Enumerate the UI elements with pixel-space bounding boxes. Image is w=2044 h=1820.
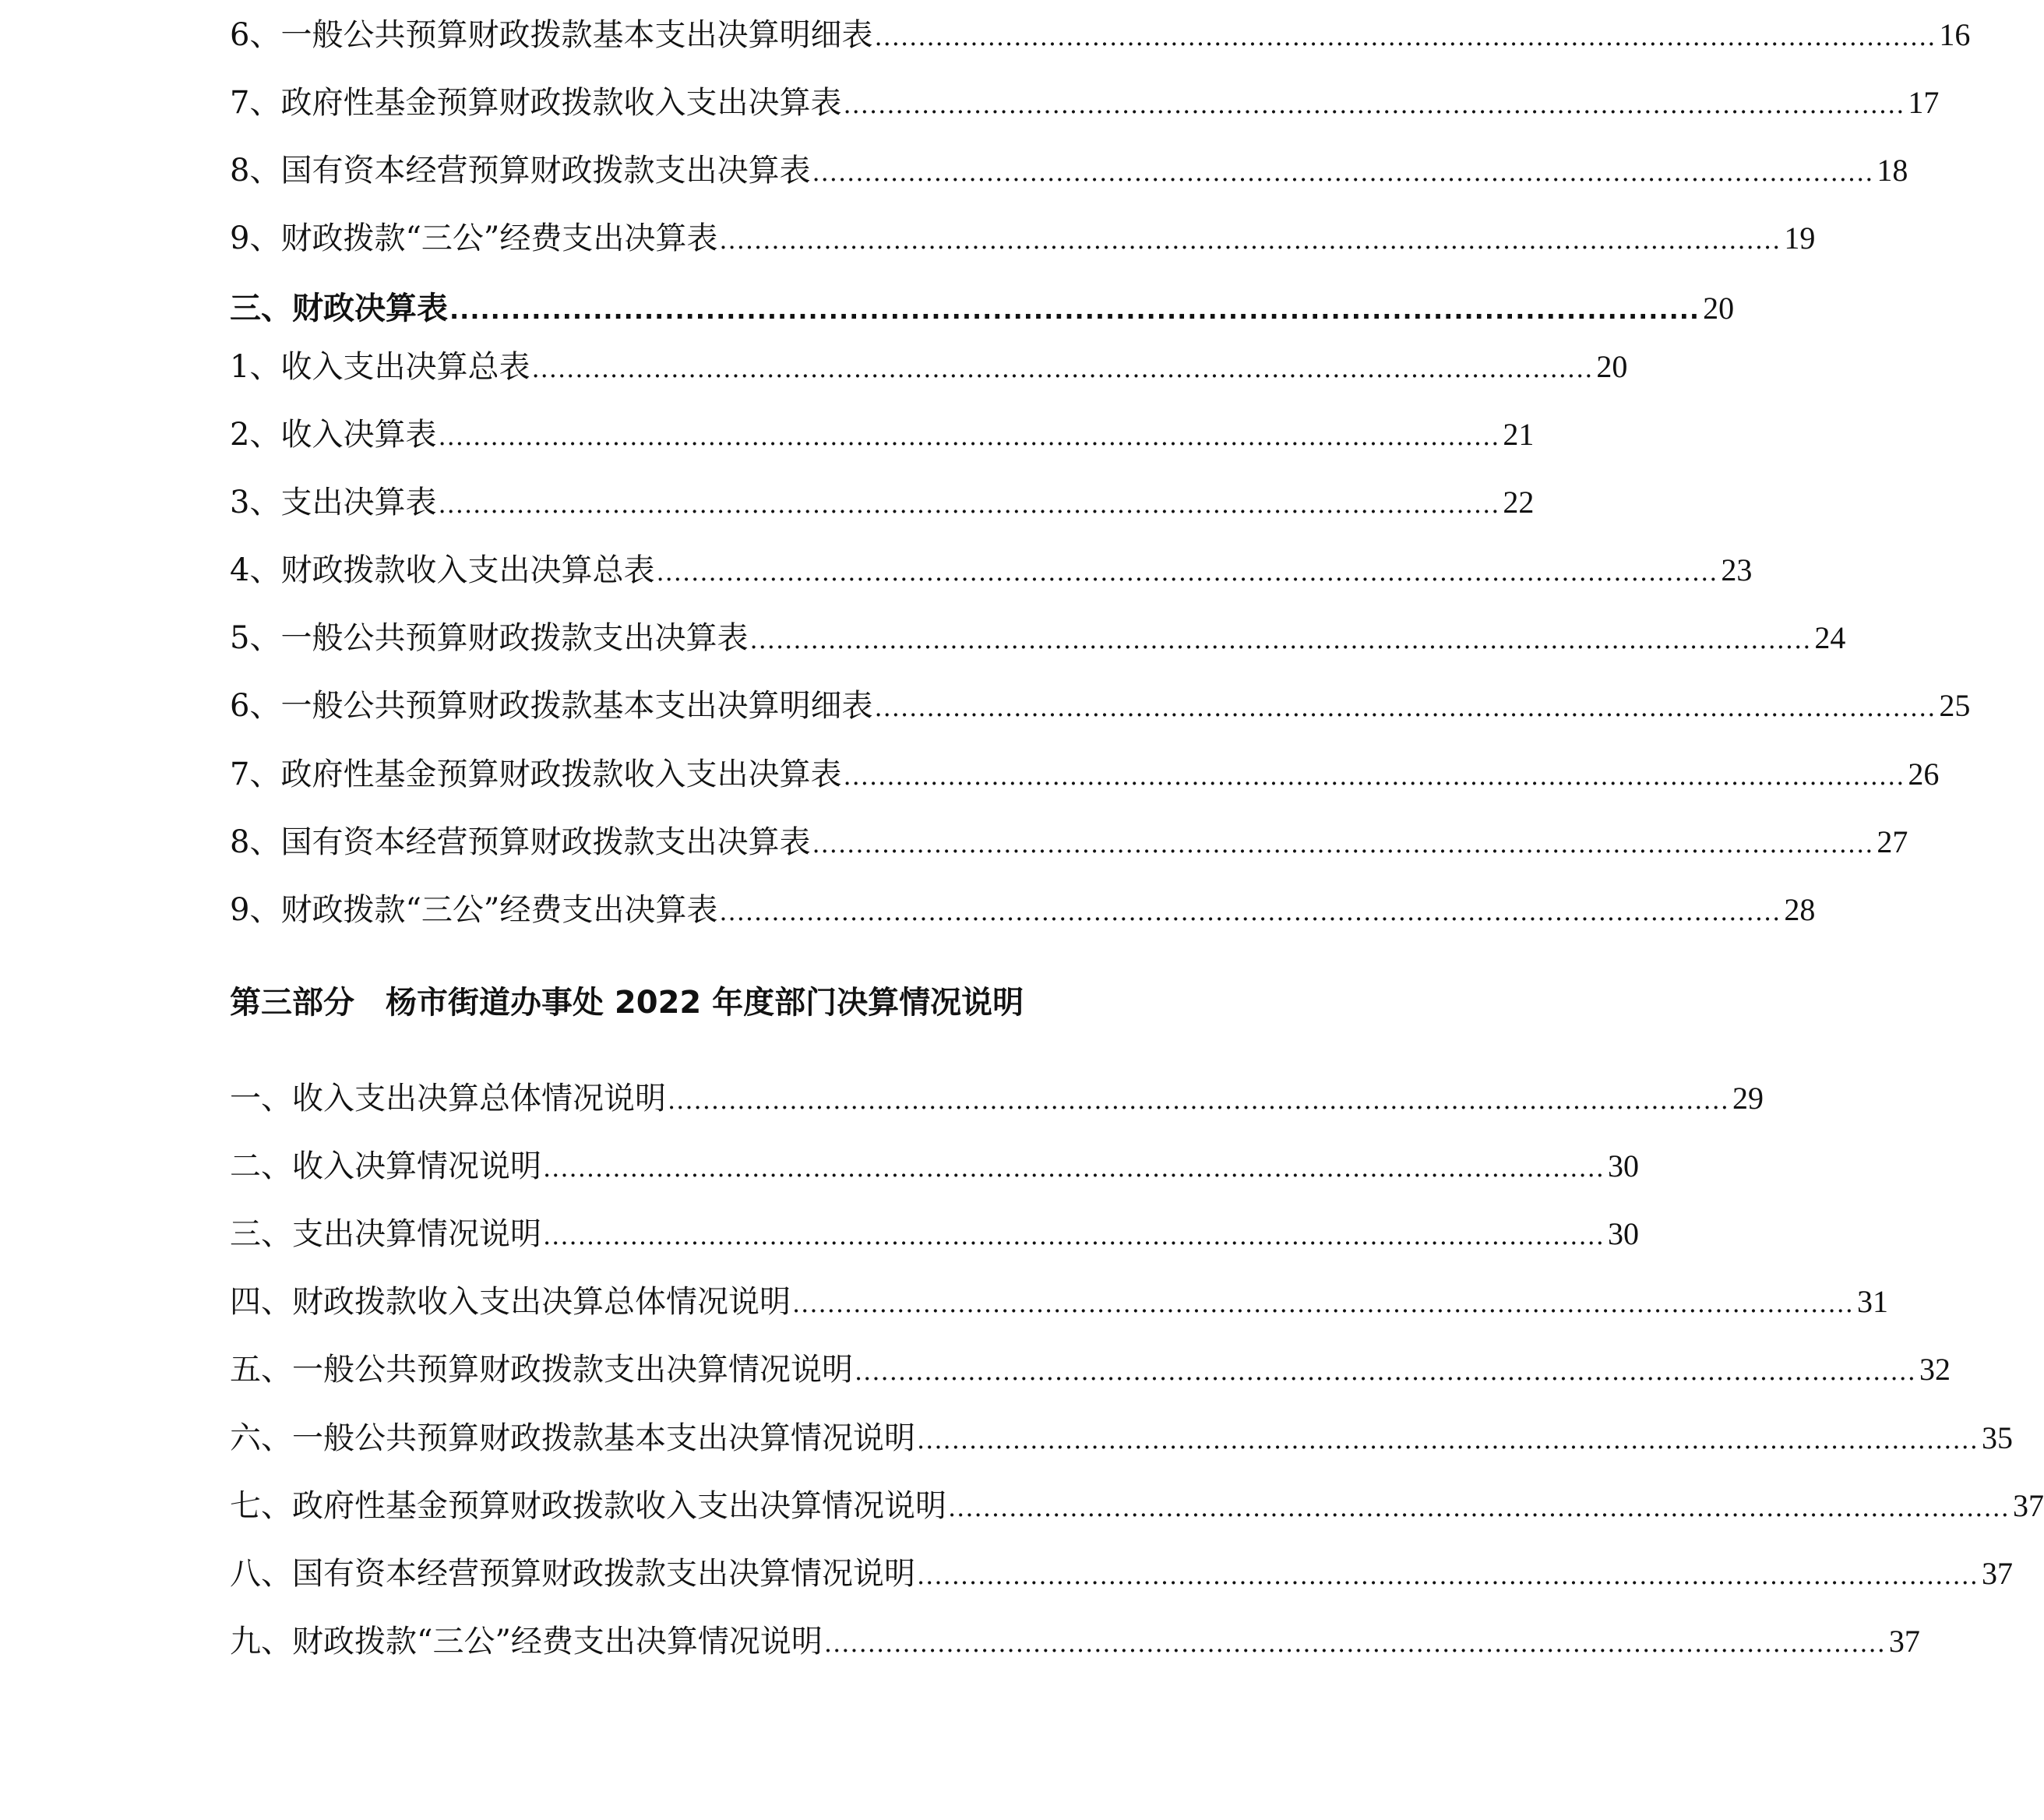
- toc-entry-title: 3、支出决算表: [230, 485, 437, 520]
- toc-entry-title: 7、政府性基金预算财政拨款收入支出决算表: [230, 757, 842, 792]
- toc-entry-title: 五、一般公共预算财政拨款支出决算情况说明: [230, 1352, 853, 1388]
- toc-leader: ..........................................................................................................................: [438, 489, 1500, 519]
- toc-entry-title: 4、财政拨款收入支出决算总表: [230, 552, 655, 588]
- toc-entry-page: 18: [1877, 153, 1908, 188]
- toc-entry[interactable]: [230, 1618, 1920, 1665]
- toc-entry-page: 22: [1503, 485, 1535, 520]
- part-heading: 第三部分 杨市街道办事处 2022 年度部门决算情况说明: [230, 985, 1024, 1021]
- toc-entry[interactable]: [230, 751, 1940, 798]
- toc-entry[interactable]: [230, 819, 1908, 866]
- toc-entry-page: 28: [1784, 892, 1816, 927]
- toc-entry-page: 24: [1814, 620, 1846, 655]
- toc-entry[interactable]: [230, 682, 1971, 729]
- toc-section-page: 20: [1703, 291, 1735, 326]
- toc-entry[interactable]: [230, 1279, 1888, 1325]
- toc-entry-page: 17: [1908, 85, 1940, 120]
- toc-leader: ..........................................................................................................................: [948, 1493, 2010, 1522]
- toc-entry-title: 9、财政拨款“三公”经费支出决算表: [230, 892, 718, 928]
- toc-entry-page: 25: [1939, 688, 1971, 723]
- toc-entry[interactable]: [230, 1415, 2013, 1462]
- toc-entry-page: 35: [1981, 1420, 2013, 1455]
- toc-entry[interactable]: [230, 215, 1816, 262]
- toc-entry-title: 8、国有资本经营预算财政拨款支出决算表: [230, 153, 811, 189]
- toc-entry[interactable]: [230, 1346, 1951, 1393]
- toc-leader: ..........................................................................................................................: [855, 1356, 1916, 1386]
- toc-entry[interactable]: [230, 1075, 1764, 1122]
- toc-entry[interactable]: [230, 547, 1753, 594]
- toc-entry-title: 一、收入支出决算总体情况说明: [230, 1081, 666, 1116]
- toc-entry-title: 8、国有资本经营预算财政拨款支出决算表: [230, 824, 811, 860]
- toc-leader: ..........................................................................................................................: [843, 90, 1905, 119]
- toc-entry[interactable]: [230, 887, 1816, 933]
- toc-leader: ..........................................................................................................................: [792, 1289, 1854, 1318]
- toc-entry-title: 6、一般公共预算财政拨款基本支出决算明细表: [230, 17, 873, 53]
- toc-entry[interactable]: [230, 12, 1971, 58]
- toc-entry-page: 37: [1981, 1556, 2013, 1591]
- toc-entry-page: 20: [1596, 349, 1628, 384]
- toc-entry[interactable]: [230, 1483, 2044, 1529]
- toc-entry-title: 1、收入支出决算总表: [230, 349, 530, 385]
- toc-entry-title: 9、财政拨款“三公”经费支出决算表: [230, 220, 718, 256]
- toc-entry-title: 5、一般公共预算财政拨款支出决算表: [230, 620, 749, 656]
- toc-entry[interactable]: [230, 411, 1535, 458]
- toc-entry-page: 27: [1877, 824, 1908, 859]
- toc-leader: ..........................................................................................................................: [874, 22, 1937, 51]
- toc-entry-page: 37: [1888, 1624, 1920, 1659]
- toc-entry[interactable]: [230, 479, 1535, 526]
- toc-entry-title: 三、支出决算情况说明: [230, 1216, 541, 1252]
- toc-leader: ..........................................................................................................................: [543, 1221, 1605, 1250]
- toc-entry-title: 九、财政拨款“三公”经费支出决算情况说明: [230, 1624, 823, 1660]
- toc-entry[interactable]: [230, 1211, 1639, 1257]
- toc-section-entry[interactable]: [230, 285, 1735, 332]
- toc-leader: ..........................................................................................................................: [438, 421, 1500, 451]
- toc-leader: ..........................................................................................................................: [656, 557, 1718, 587]
- toc-leader: ..........................................................................................................................: [668, 1085, 1729, 1115]
- toc-leader: ..........................................................................................................................: [823, 1628, 1886, 1658]
- toc-entry[interactable]: [230, 344, 1628, 390]
- toc-entry-page: 30: [1607, 1216, 1639, 1251]
- toc-entry-title: 七、政府性基金预算财政拨款收入支出决算情况说明: [230, 1488, 946, 1524]
- toc-entry[interactable]: [230, 1143, 1639, 1190]
- toc-entry[interactable]: [230, 615, 1846, 661]
- toc-entry-page: 29: [1732, 1081, 1764, 1116]
- toc-leader: ..........................................................................................................................: [531, 354, 1594, 383]
- toc-entry-title: 6、一般公共预算财政拨款基本支出决算明细表: [230, 688, 873, 724]
- toc-leader: ..........................................................................................................................: [874, 693, 1937, 722]
- toc-entry-page: 32: [1919, 1352, 1951, 1387]
- toc-leader: ..........................................................................................................................: [812, 157, 1874, 187]
- toc-entry-page: 21: [1503, 417, 1535, 452]
- toc-leader: ..........................................................................................................................: [449, 295, 1700, 325]
- toc-entry-page: 23: [1721, 552, 1753, 587]
- toc-entry-title: 六、一般公共预算财政拨款基本支出决算情况说明: [230, 1420, 915, 1456]
- toc-leader: ..........................................................................................................................: [917, 1425, 1979, 1455]
- toc-entry-page: 16: [1939, 17, 1971, 52]
- toc-entry-page: 37: [2012, 1488, 2044, 1523]
- toc-entry-title: 四、财政拨款收入支出决算总体情况说明: [230, 1284, 791, 1320]
- toc-section-title: 三、财政决算表: [230, 291, 448, 326]
- toc-entry-page: 31: [1856, 1284, 1888, 1319]
- toc-leader: ..........................................................................................................................: [719, 897, 1781, 926]
- toc-leader: ..........................................................................................................................: [719, 225, 1781, 255]
- toc-entry-page: 26: [1908, 757, 1940, 792]
- toc-entry-title: 二、收入决算情况说明: [230, 1148, 541, 1184]
- toc-entry[interactable]: [230, 79, 1940, 126]
- toc-leader: ..........................................................................................................................: [843, 761, 1905, 791]
- toc-entry[interactable]: [230, 147, 1908, 194]
- toc-entry-page: 19: [1784, 220, 1816, 256]
- toc-entry-title: 2、收入决算表: [230, 417, 437, 453]
- toc-leader: ..........................................................................................................................: [917, 1561, 1979, 1590]
- toc-entry-page: 30: [1607, 1148, 1639, 1183]
- toc-leader: ..........................................................................................................................: [812, 829, 1874, 859]
- toc-leader: ..........................................................................................................................: [543, 1153, 1605, 1183]
- toc-leader: ..........................................................................................................................: [749, 625, 1812, 654]
- toc-entry[interactable]: [230, 1550, 2013, 1597]
- toc-entry-title: 7、政府性基金预算财政拨款收入支出决算表: [230, 85, 842, 121]
- toc-entry-title: 八、国有资本经营预算财政拨款支出决算情况说明: [230, 1556, 915, 1592]
